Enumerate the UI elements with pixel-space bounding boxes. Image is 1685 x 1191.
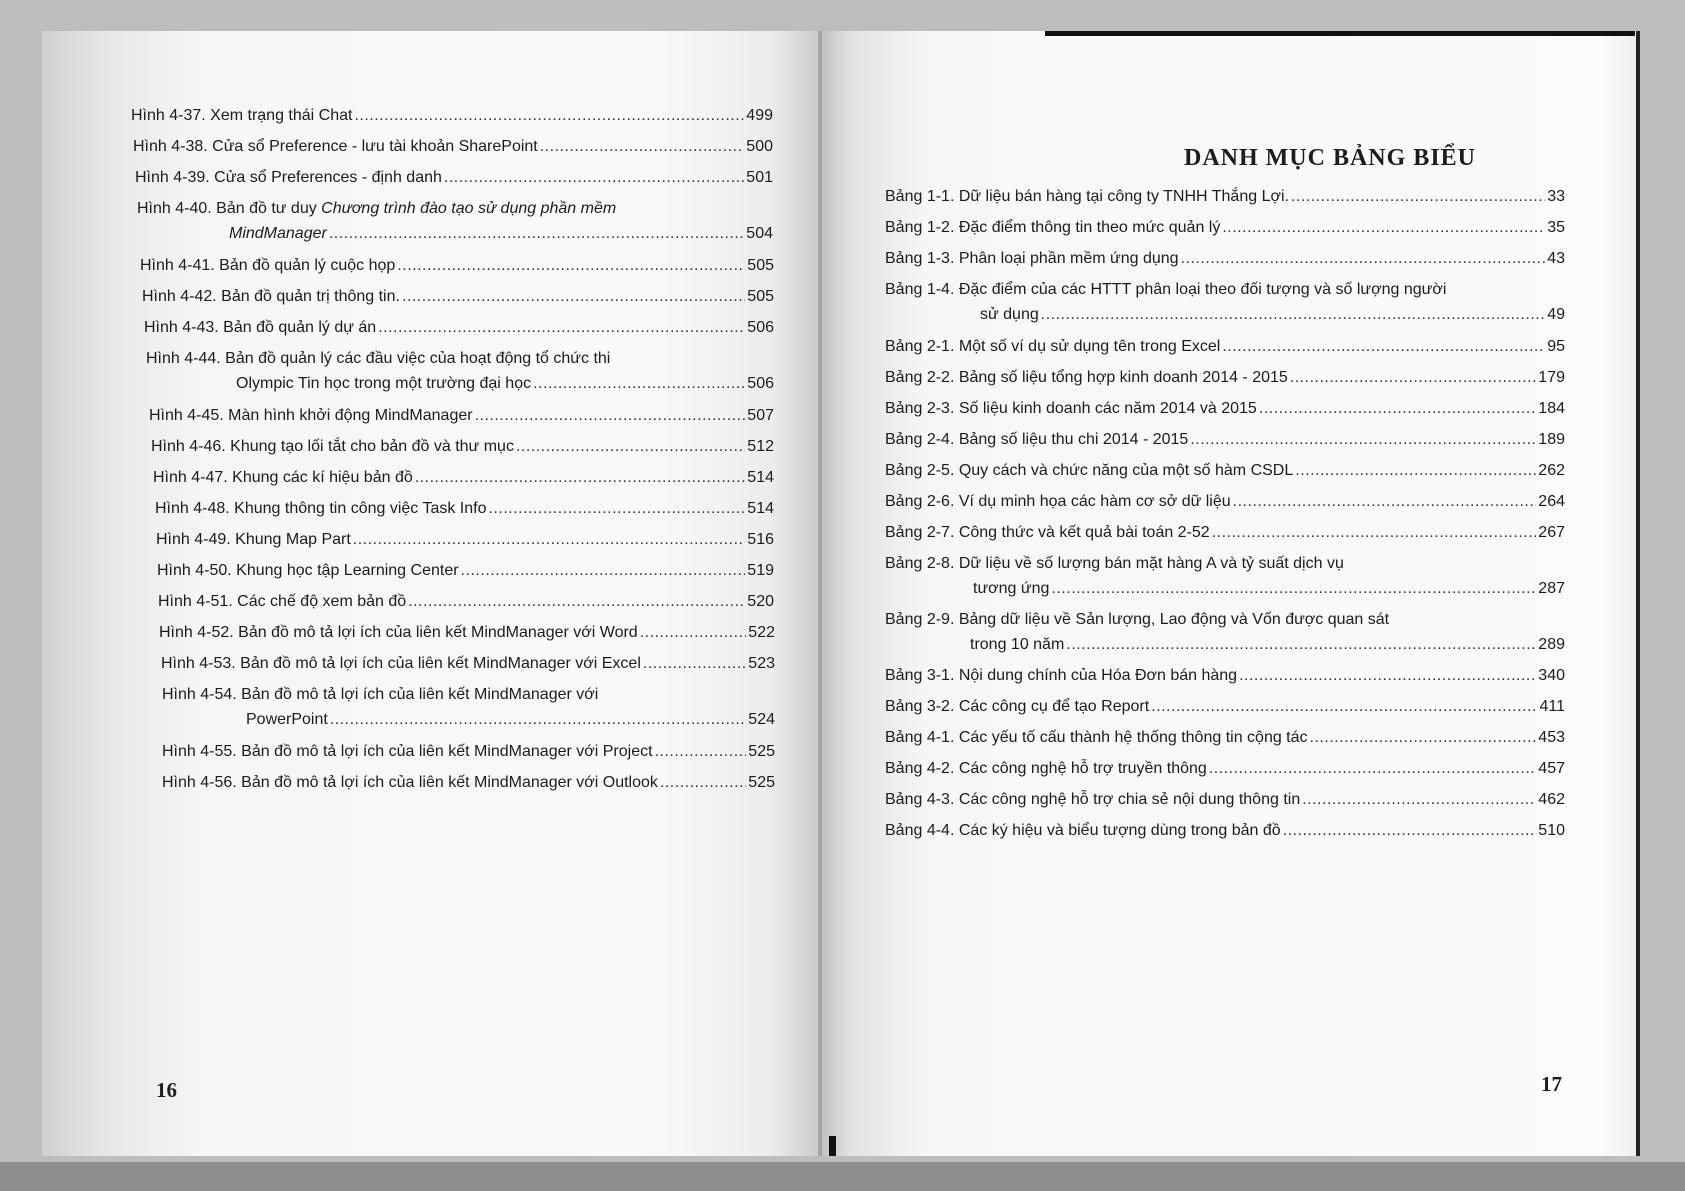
toc-entry[interactable] [885, 551, 1565, 601]
entry-page: 95 [1547, 338, 1565, 355]
entry-page: 411 [1539, 698, 1565, 715]
entry-label: Hình 4-38. Cửa sổ Preference - lưu tài khoản SharePoint [133, 138, 538, 155]
entry-page: 340 [1538, 667, 1565, 684]
entry-label: Bảng 4-4. Các ký hiệu và biểu tượng dùng trong bản đồ [885, 822, 1281, 839]
entry-label: Bảng 1-2. Đặc điểm thông tin theo mức quản lý [885, 219, 1221, 236]
entry-label: Bảng 4-2. Các công nghệ hỗ trợ truyền thông [885, 760, 1207, 777]
toc-entry[interactable] [885, 787, 1565, 812]
entry-label: Bảng 2-6. Ví dụ minh họa các hàm cơ sở dữ liệu [885, 493, 1231, 510]
toc-entry[interactable] [885, 694, 1565, 719]
entry-page: 524 [748, 711, 775, 728]
entry-label: Hình 4-50. Khung học tập Learning Center [157, 562, 459, 579]
toc-entry[interactable] [162, 739, 775, 764]
toc-entry[interactable] [137, 196, 773, 246]
entry-page: 525 [748, 774, 775, 791]
entry-page: 264 [1538, 493, 1565, 510]
entry-label: Bảng 3-1. Nội dung chính của Hóa Đơn bán hàng [885, 667, 1238, 684]
entry-label: Bảng 2-7. Công thức và kết quả bài toán 2-52 [885, 524, 1210, 541]
entry-page: 506 [747, 319, 774, 336]
entry-label: Bảng 2-9. Bảng dữ liệu về Sản lượng, Lao động và Vốn được quan sát [885, 611, 1390, 628]
toc-entry[interactable] [885, 365, 1565, 390]
entry-label-italic: Chương trình đào tạo sử dụng phần mềm [321, 200, 617, 217]
toc-entry[interactable] [162, 770, 775, 795]
entry-page: 514 [747, 500, 774, 517]
page-number-right: 17 [1541, 1072, 1562, 1096]
entry-label: Hình 4-42. Bản đồ quản trị thông tin. [142, 288, 400, 305]
entry-label-continuation: MindManager [229, 225, 327, 242]
toc-entry[interactable] [885, 607, 1565, 657]
entry-page: 457 [1538, 760, 1565, 777]
toc-entry[interactable] [885, 334, 1565, 359]
entry-label: Hình 4-51. Các chế độ xem bản đồ [158, 593, 407, 610]
entry-page: 507 [747, 407, 774, 424]
toc-entry[interactable] [161, 651, 775, 676]
toc-entry[interactable] [885, 818, 1565, 843]
toc-entry[interactable] [885, 489, 1565, 514]
entry-page: 505 [747, 257, 774, 274]
toc-entry[interactable] [149, 403, 774, 428]
entry-label: Bảng 2-4. Bảng số liệu thu chi 2014 - 2015 [885, 431, 1189, 448]
entry-label: Hình 4-49. Khung Map Part [156, 531, 351, 548]
entry-page: 516 [747, 531, 774, 548]
entry-page: 49 [1547, 306, 1565, 323]
entry-label: Hình 4-48. Khung thông tin công việc Task Info [155, 500, 487, 517]
entry-page: 453 [1538, 729, 1565, 746]
entry-page: 510 [1538, 822, 1565, 839]
toc-entry[interactable] [885, 663, 1565, 688]
entry-label-continuation: tương ứng [973, 580, 1050, 597]
entry-label: Bảng 2-2. Bảng số liệu tổng hợp kinh doanh 2014 - 2015 [885, 369, 1288, 386]
entry-page: 506 [747, 375, 774, 392]
page-edge [1636, 31, 1640, 1156]
entry-page: 525 [748, 743, 775, 760]
toc-entry[interactable] [885, 756, 1565, 781]
entry-page: 35 [1547, 219, 1565, 236]
entry-label: Hình 4-47. Khung các kí hiệu bản đồ [153, 469, 413, 486]
entry-page: 504 [746, 225, 773, 242]
toc-entry[interactable] [885, 215, 1565, 240]
toc-entry[interactable] [155, 496, 774, 521]
entry-page: 523 [748, 655, 775, 672]
entry-page: 519 [747, 562, 774, 579]
entry-label-continuation: PowerPoint [246, 711, 328, 728]
top-rule [1045, 31, 1635, 36]
toc-entry[interactable] [885, 520, 1565, 545]
entry-page: 287 [1538, 580, 1565, 597]
toc-entry[interactable] [157, 558, 774, 583]
toc-entry[interactable] [146, 346, 774, 396]
entry-page: 262 [1538, 462, 1565, 479]
toc-entry[interactable] [885, 184, 1565, 209]
page-number-left: 16 [156, 1078, 177, 1102]
entry-label: Hình 4-43. Bản đồ quản lý dự án [144, 319, 377, 336]
toc-entry[interactable] [159, 620, 775, 645]
entry-label-continuation: trong 10 năm [970, 636, 1065, 653]
entry-label: Bảng 4-3. Các công nghệ hỗ trợ chia sẻ nội dung thông tin [885, 791, 1301, 808]
entry-label: Hình 4-45. Màn hình khởi động MindManager [149, 407, 473, 424]
entry-page: 267 [1538, 524, 1565, 541]
entry-page: 512 [747, 438, 774, 455]
entry-label-continuation: sử dụng [980, 306, 1039, 323]
entry-page: 501 [746, 169, 773, 186]
entry-page: 179 [1538, 369, 1565, 386]
entry-label: Hình 4-44. Bản đồ quản lý các đầu việc của hoạt động tổ chức thi [146, 350, 611, 367]
toc-entry[interactable] [885, 725, 1565, 750]
entry-label: Hình 4-46. Khung tạo lối tắt cho bản đồ và thư mục [151, 438, 514, 455]
entry-label: Bảng 2-8. Dữ liệu về số lượng bán mặt hàng A và tỷ suất dịch vụ [885, 555, 1344, 572]
toc-entry[interactable] [885, 246, 1565, 271]
toc-entry[interactable] [144, 315, 774, 340]
toc-entry[interactable] [156, 527, 774, 552]
entry-label: Hình 4-52. Bản đồ mô tả lợi ích của liên kết MindManager với Word [159, 624, 638, 641]
entry-label: Bảng 3-2. Các công cụ để tạo Report [885, 698, 1150, 715]
toc-entry[interactable] [133, 134, 773, 159]
entry-page: 289 [1538, 636, 1565, 653]
entry-page: 522 [748, 624, 775, 641]
toc-entry[interactable] [151, 434, 774, 459]
entry-label: Bảng 2-5. Quy cách và chức năng của một số hàm CSDL [885, 462, 1294, 479]
book-spine [818, 31, 822, 1156]
toc-entry[interactable] [153, 465, 774, 490]
toc-entry[interactable] [162, 682, 775, 732]
toc-entry[interactable] [885, 427, 1565, 452]
toc-entry[interactable] [140, 253, 774, 278]
entry-label: Bảng 2-3. Số liệu kinh doanh các năm 2014 và 2015 [885, 400, 1257, 417]
entry-label: Hình 4-37. Xem trạng thái Chat [131, 107, 353, 124]
entry-page: 514 [747, 469, 774, 486]
toc-entry[interactable] [142, 284, 774, 309]
entry-label: Hình 4-40. Bản đồ tư duy [137, 200, 322, 217]
entry-label-continuation: Olympic Tin học trong một trường đại học [236, 375, 532, 392]
entry-page: 500 [746, 138, 773, 155]
entry-label: Hình 4-39. Cửa sổ Preferences - định danh [135, 169, 442, 186]
entry-page: 184 [1538, 400, 1565, 417]
entry-page: 520 [747, 593, 774, 610]
entry-label: Hình 4-54. Bản đồ mô tả lợi ích của liên kết MindManager với [162, 686, 599, 703]
toc-entry[interactable] [885, 277, 1565, 327]
entry-page: 505 [747, 288, 774, 305]
entry-label: Hình 4-56. Bản đồ mô tả lợi ích của liên kết MindManager với Outlook [162, 774, 658, 791]
scan-bottom-strip [0, 1162, 1685, 1191]
entry-label: Hình 4-53. Bản đồ mô tả lợi ích của liên kết MindManager với Excel [161, 655, 641, 672]
entry-page: 33 [1547, 188, 1565, 205]
toc-entry[interactable] [135, 165, 773, 190]
entry-page: 499 [746, 107, 773, 124]
entry-label: Bảng 1-1. Dữ liệu bán hàng tại công ty TNHH Thắng Lợi. [885, 188, 1289, 205]
entry-page: 43 [1547, 250, 1565, 267]
toc-entry[interactable] [885, 458, 1565, 483]
entry-page: 462 [1538, 791, 1565, 808]
entry-label: Bảng 4-1. Các yếu tố cấu thành hệ thống thông tin cộng tác [885, 729, 1308, 746]
toc-entry[interactable] [131, 103, 773, 128]
entry-label: Bảng 1-3. Phân loại phần mềm ứng dụng [885, 250, 1179, 267]
entry-page: 189 [1538, 431, 1565, 448]
entry-label: Bảng 2-1. Một số ví dụ sử dụng tên trong Excel [885, 338, 1221, 355]
entry-label: Hình 4-55. Bản đồ mô tả lợi ích của liên kết MindManager với Project [162, 743, 653, 760]
toc-entry[interactable] [158, 589, 774, 614]
spine-mark [829, 1136, 836, 1156]
entry-label: Bảng 1-4. Đặc điểm của các HTTT phân loại theo đối tượng và số lượng người [885, 281, 1447, 298]
toc-entry[interactable] [885, 396, 1565, 421]
entry-label: Hình 4-41. Bản đồ quản lý cuộc họp [140, 257, 396, 274]
page-title: DANH MỤC BẢNG BIỂU [1183, 145, 1476, 171]
